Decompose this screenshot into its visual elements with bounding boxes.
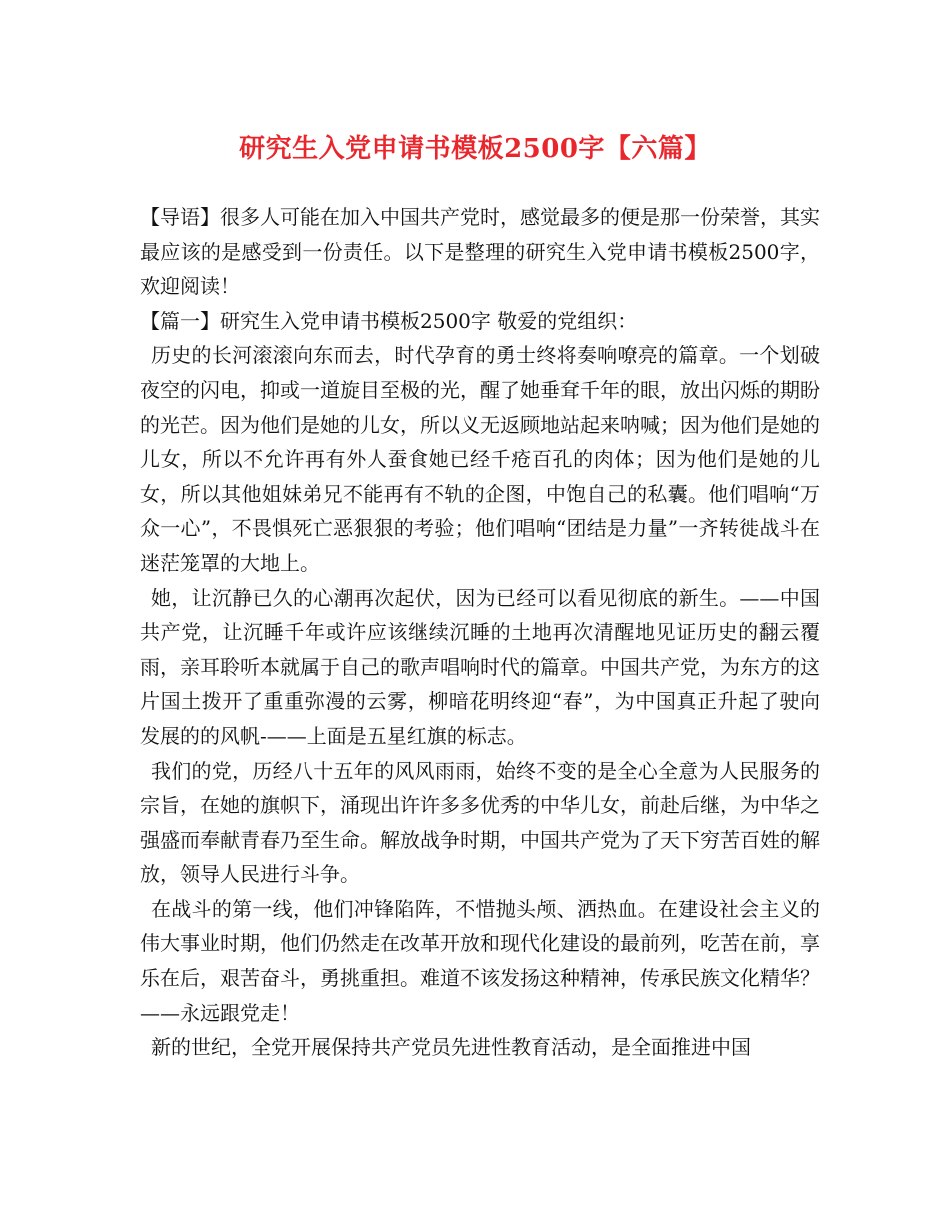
document-title: 研究生入党申请书模板2500字【六篇】 <box>239 134 711 164</box>
document-body <box>140 200 820 1065</box>
paragraph-section-heading: 【篇一】研究生入党申请书模板2500字 敬爱的党组织： <box>140 308 638 333</box>
paragraph-frontline: 在战斗的第一线，他们冲锋陷阵，不惜抛头颅、洒热血。在建设社会主义的伟大事业时期，他们仍然走在改革开放和现代化建设的最前列，吃苦在前，享乐在后，艰苦奋斗，勇挑重担。难道不该发扬这种精神，传承民族文化精华？——永远跟党走！ <box>140 896 820 1025</box>
paragraph-party-mission: 我们的党，历经八十五年的风风雨雨，始终不变的是全心全意为人民服务的宗旨，在她的旗帜下，涌现出许许多多优秀的中华儿女，前赴后继，为中华之强盛而奉献青春乃至生命。解放战争时期，中国共产党为了天下穷苦百姓的解放，领导人民进行斗争。 <box>140 758 820 887</box>
paragraph-party-founding: 她，让沉静已久的心潮再次起伏，因为已经可以看见彻底的新生。——中国共产党，让沉睡千年或许应该继续沉睡的土地再次清醒地见证历史的翻云覆雨，亲耳聆听本就属于自己的歌声唱响时代的篇章。中国共产党，为东方的这片国土拨开了重重弥漫的云雾，柳暗花明终迎“春”，为中国真正升起了驶向发展的的风帆-——上面是五星红旗的标志。 <box>140 585 820 748</box>
paragraph-intro: 【导语】很多人可能在加入中国共产党时，感觉最多的便是那一份荣誉，其实最应该的是感受到一份责任。以下是整理的研究生入党申请书模板2500字，欢迎阅读！ <box>140 205 820 299</box>
paragraph-new-century: 新的世纪，全党开展保持共产党员先进性教育活动，是全面推进中国 <box>151 1035 751 1060</box>
paragraph-history: 历史的长河滚滚向东而去，时代孕育的勇士终将奏响嘹亮的篇章。一个划破夜空的闪电，抑或一道旋目至极的光，醒了她垂耷千年的眼，放出闪烁的期盼的光芒。因为他们是她的儿女，所以义无返顾地站起来呐喊；因为他们是她的儿女，所以不允许再有外人蚕食她已经千疮百孔的肉体；因为他们是她的儿女，所以其他姐妹弟兄不能再有不轨的企图，中饱自己的私囊。他们唱响“万众一心”，不畏惧死亡恶狠狠的考验；他们唱响“团结是力量”一齐转徙战斗在迷茫笼罩的大地上。 <box>140 343 820 575</box>
